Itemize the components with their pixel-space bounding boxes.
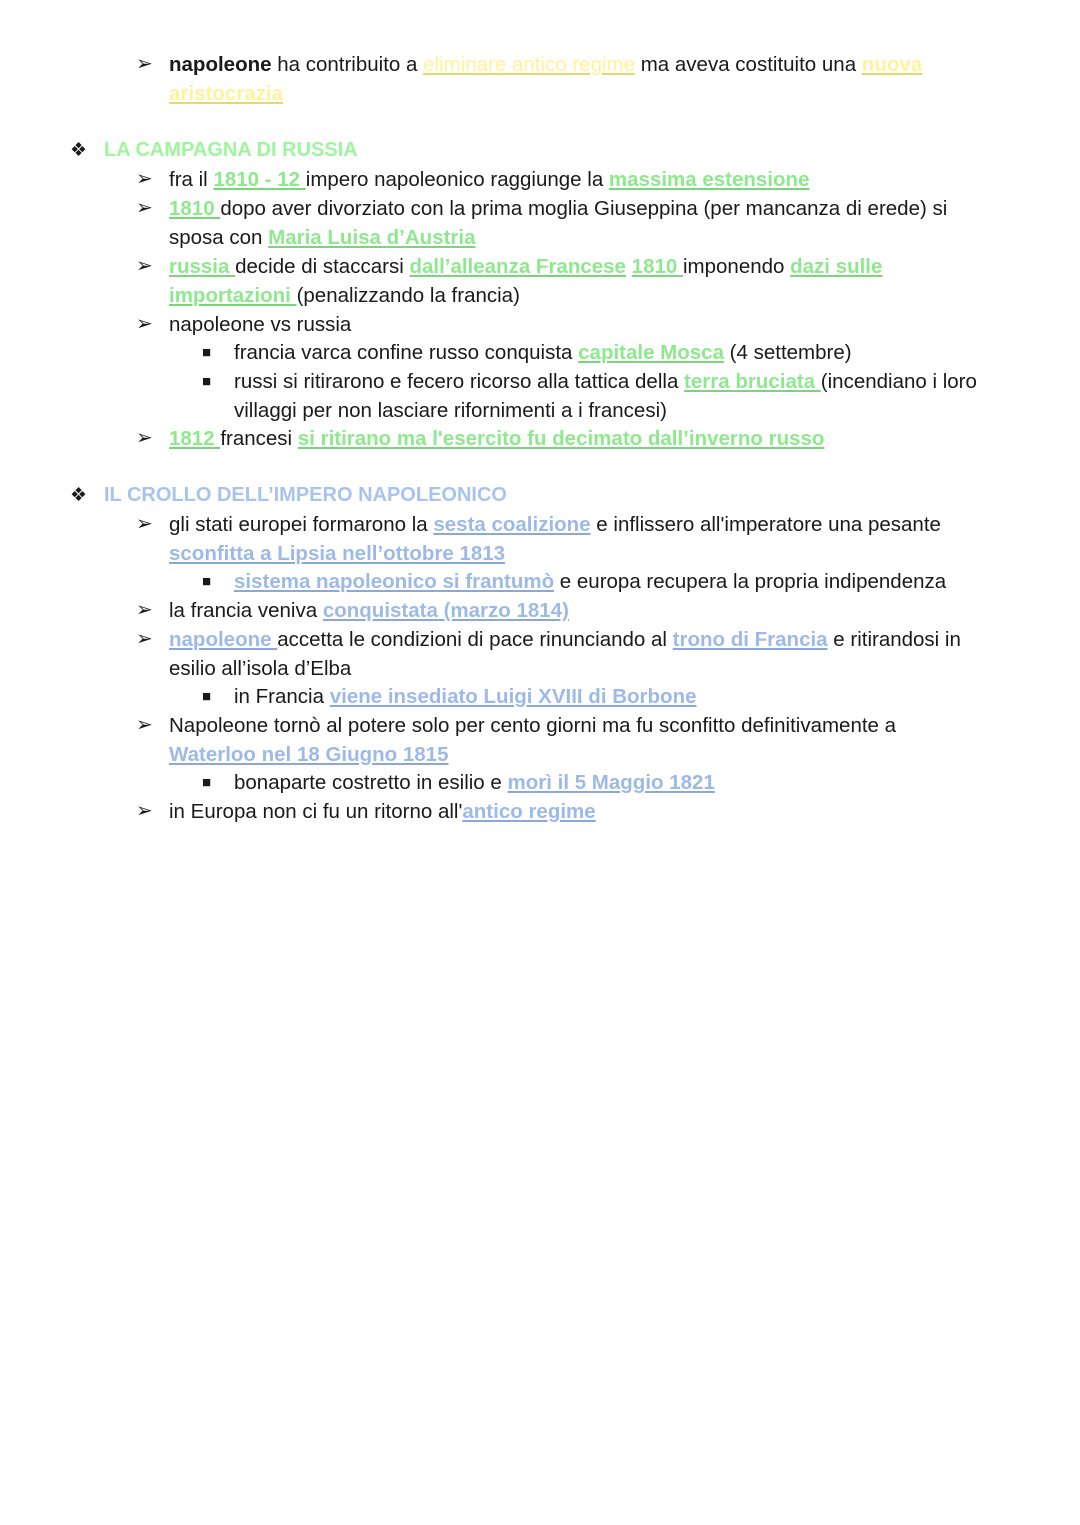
section-heading-russia: LA CAMPAGNA DI RUSSIA	[104, 139, 358, 161]
crollo-subbullet-3: bonaparte costretto in esilio e morì il 5 Maggio 1821	[234, 771, 715, 794]
arrow-bullet-icon: ➢	[136, 800, 153, 822]
crollo-bullet-4-line-1: Napoleone tornò al potere solo per cento giorni ma fu sconfitto definitivamente a	[169, 714, 897, 737]
arrow-bullet-icon: ➢	[136, 255, 153, 277]
russia-subbullet-1: francia varca confine russo conquista capitale Mosca (4 settembre)	[234, 341, 852, 364]
crollo-subbullet-1: sistema napoleonico si frantumò e europa recupera la propria indipendenza	[234, 570, 947, 593]
square-bullet-icon: ■	[202, 573, 212, 590]
term-napoleone: napoleone	[169, 53, 272, 76]
russia-bullet-3-line-2: importazioni (penalizzando la francia)	[169, 284, 520, 307]
russia-bullet-1: fra il 1810 - 12 impero napoleonico raggiunge la massima estensione	[169, 168, 810, 191]
russia-subbullet-2-line-1: russi si ritirarono e fecero ricorso alla tattica della terra bruciata (incendiano i loro	[234, 370, 977, 393]
arrow-bullet-icon: ➢	[136, 168, 153, 190]
diamond-bullet-icon: ❖	[70, 485, 88, 506]
russia-bullet-3-line-1: russia decide di staccarsi dall’alleanza Francese 1810 imponendo dazi sulle	[169, 255, 883, 278]
square-bullet-icon: ■	[202, 774, 212, 791]
arrow-bullet-icon: ➢	[136, 513, 153, 535]
crollo-bullet-1-line-2: sconfitta a Lipsia nell’ottobre 1813	[169, 542, 506, 565]
russia-bullet-5: 1812 francesi si ritirano ma l'esercito fu decimato dall’inverno russo	[169, 427, 825, 450]
russia-bullet-2-line-1: 1810 dopo aver divorziato con la prima moglia Giuseppina (per mancanza di erede) si	[169, 197, 948, 220]
square-bullet-icon: ■	[202, 688, 212, 705]
russia-subbullet-2-line-2: villaggi per non lasciare rifornimenti a i francesi)	[234, 399, 667, 422]
russia-bullet-4: napoleone vs russia	[169, 313, 352, 336]
arrow-bullet-icon: ➢	[136, 313, 153, 335]
square-bullet-icon: ■	[202, 344, 212, 361]
highlight-nuova: nuova	[861, 53, 923, 76]
arrow-bullet-icon: ➢	[136, 628, 153, 650]
crollo-bullet-2: la francia veniva conquistata (marzo 1814)	[169, 599, 569, 622]
highlight-eliminare-antico-regime: eliminare antico regime	[423, 53, 636, 76]
crollo-bullet-5: in Europa non ci fu un ritorno all'antico regime	[169, 800, 596, 823]
crollo-bullet-1-line-1: gli stati europei formarono la sesta coalizione e inflissero all'imperatore una pesante	[169, 513, 941, 536]
crollo-bullet-4-line-2: Waterloo nel 18 Giugno 1815	[169, 743, 449, 766]
square-bullet-icon: ■	[202, 373, 212, 390]
crollo-bullet-3-line-2: esilio all’isola d’Elba	[169, 657, 352, 680]
crollo-subbullet-2: in Francia viene insediato Luigi XVIII di Borbone	[234, 685, 697, 708]
arrow-bullet-icon: ➢	[136, 714, 153, 736]
arrow-bullet-icon: ➢	[136, 197, 153, 219]
diamond-bullet-icon: ❖	[70, 140, 88, 161]
intro-line-2	[169, 79, 283, 108]
russia-bullet-2-line-2: sposa con Maria Luisa d’Austria	[169, 226, 476, 249]
intro-line-1: napoleone ha contribuito a eliminare antico regime ma aveva costituito una nuova	[169, 53, 923, 76]
arrow-bullet-icon: ➢	[136, 53, 153, 75]
crollo-bullet-3-line-1: napoleone accetta le condizioni di pace rinunciando al trono di Francia e ritirandosi in	[169, 628, 961, 651]
section-heading-crollo: IL CROLLO DELL’IMPERO NAPOLEONICO	[104, 484, 507, 506]
arrow-bullet-icon: ➢	[136, 599, 153, 621]
arrow-bullet-icon: ➢	[136, 427, 153, 449]
highlight-aristocrazia: aristocrazia	[169, 82, 283, 105]
